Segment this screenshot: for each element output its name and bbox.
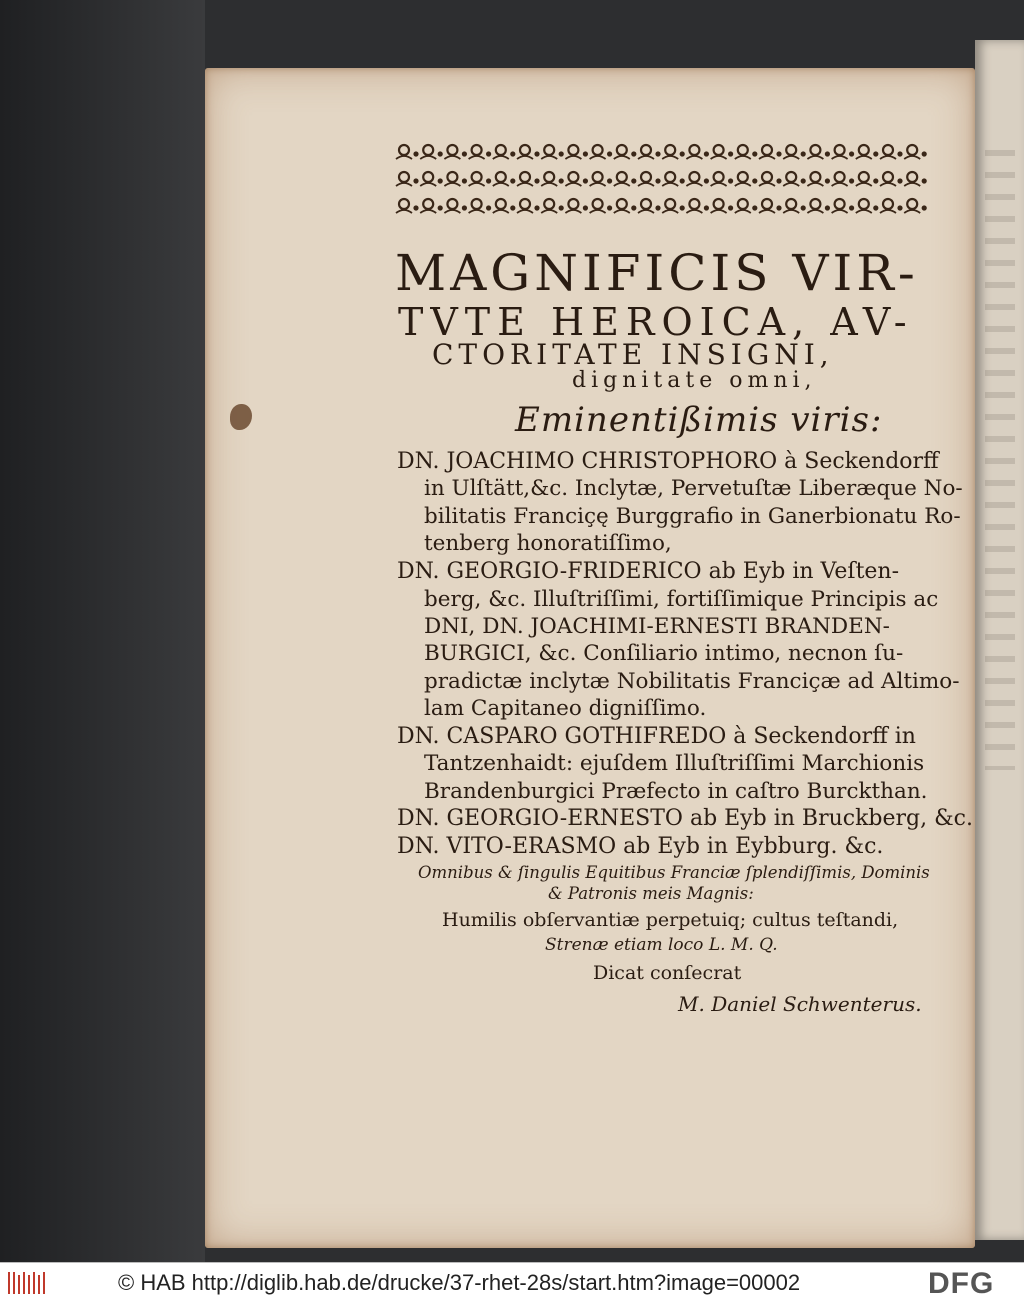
- dedicatee-line: DN. JOACHIMO CHRISTOPHORO à Seckendorff: [397, 449, 939, 474]
- dedicatee-line: tenberg honoratiſſimo,: [424, 531, 672, 556]
- dedicatee-line: bilitatis Franciçę Burggrafio in Ganerbionatu Ro-: [424, 504, 961, 529]
- adjacent-page-edge: [975, 40, 1024, 1240]
- dedicatee-line: berg, &c. Illuſtriſſimi, fortiſſimique Principis ac: [424, 587, 939, 612]
- dedicatee-line: BURGICI, &c. Conſiliario intimo, necnon ſu-: [424, 641, 904, 666]
- title-line-1: MAGNIFICIS VIR-: [395, 244, 919, 302]
- dedicatee-line: DN. GEORGIO-FRIDERICO ab Eyb in Veſten-: [397, 559, 900, 584]
- closing-line: Humilis obſervantiæ perpetuiq; cultus teſtandi,: [442, 909, 899, 931]
- title-line-5: Eminentißimis viris:: [515, 400, 883, 440]
- dedicatee-line: DN. VITO-ERASMO ab Eyb in Eybburg. &c.: [397, 834, 884, 859]
- dedicatee-line: Tantzenhaidt: ejuſdem Illuſtriſſimi Marchionis: [424, 751, 925, 776]
- footer-bar: [0, 1262, 1024, 1303]
- hab-logo-icon: [6, 1269, 48, 1297]
- dfg-logo-icon: DFG: [928, 1267, 995, 1300]
- dedicatee-line: DN. GEORGIO-ERNESTO ab Eyb in Bruckberg, &c.: [397, 806, 973, 831]
- copyright-link[interactable]: © HAB http://diglib.hab.de/drucke/37-rhet-28s/start.htm?image=00002: [118, 1270, 801, 1295]
- dedicatee-line: in Ulſtätt,&c. Inclytæ, Pervetuſtæ Liberæque No-: [424, 476, 963, 501]
- closing-line: Omnibus & ſingulis Equitibus Franciæ ſplendiſſimis, Dominis: [418, 863, 930, 882]
- decorative-headpiece: [392, 138, 930, 218]
- binding-shadow: [0, 0, 205, 1262]
- title-line-2: TVTE HEROICA, AV-: [398, 300, 914, 344]
- dedicatee-line: DNI, DN. JOACHIMI-ERNESTI BRANDEN-: [424, 614, 890, 639]
- closing-line: Strenæ etiam loco L. M. Q.: [545, 935, 778, 955]
- dedicatee-line: lam Capitaneo digniſſimo.: [424, 696, 707, 721]
- dedicatee-line: DN. CASPARO GOTHIFREDO à Seckendorff in: [397, 724, 916, 749]
- closing-line: & Patronis meis Magnis:: [548, 884, 754, 903]
- title-line-4: dignitate omni,: [572, 368, 817, 393]
- title-line-3: CTORITATE INSIGNI,: [432, 338, 834, 371]
- closing-line: M. Daniel Schwenterus.: [678, 992, 922, 1016]
- dedicatee-line: pradictæ inclytæ Nobilitatis Franciçæ ad Altimo-: [424, 669, 960, 694]
- dedicatee-line: Brandenburgici Præfecto in caſtro Burckthan.: [424, 779, 928, 804]
- closing-line: Dicat conſecrat: [593, 962, 742, 984]
- adjacent-page-bleedthrough: [985, 150, 1015, 770]
